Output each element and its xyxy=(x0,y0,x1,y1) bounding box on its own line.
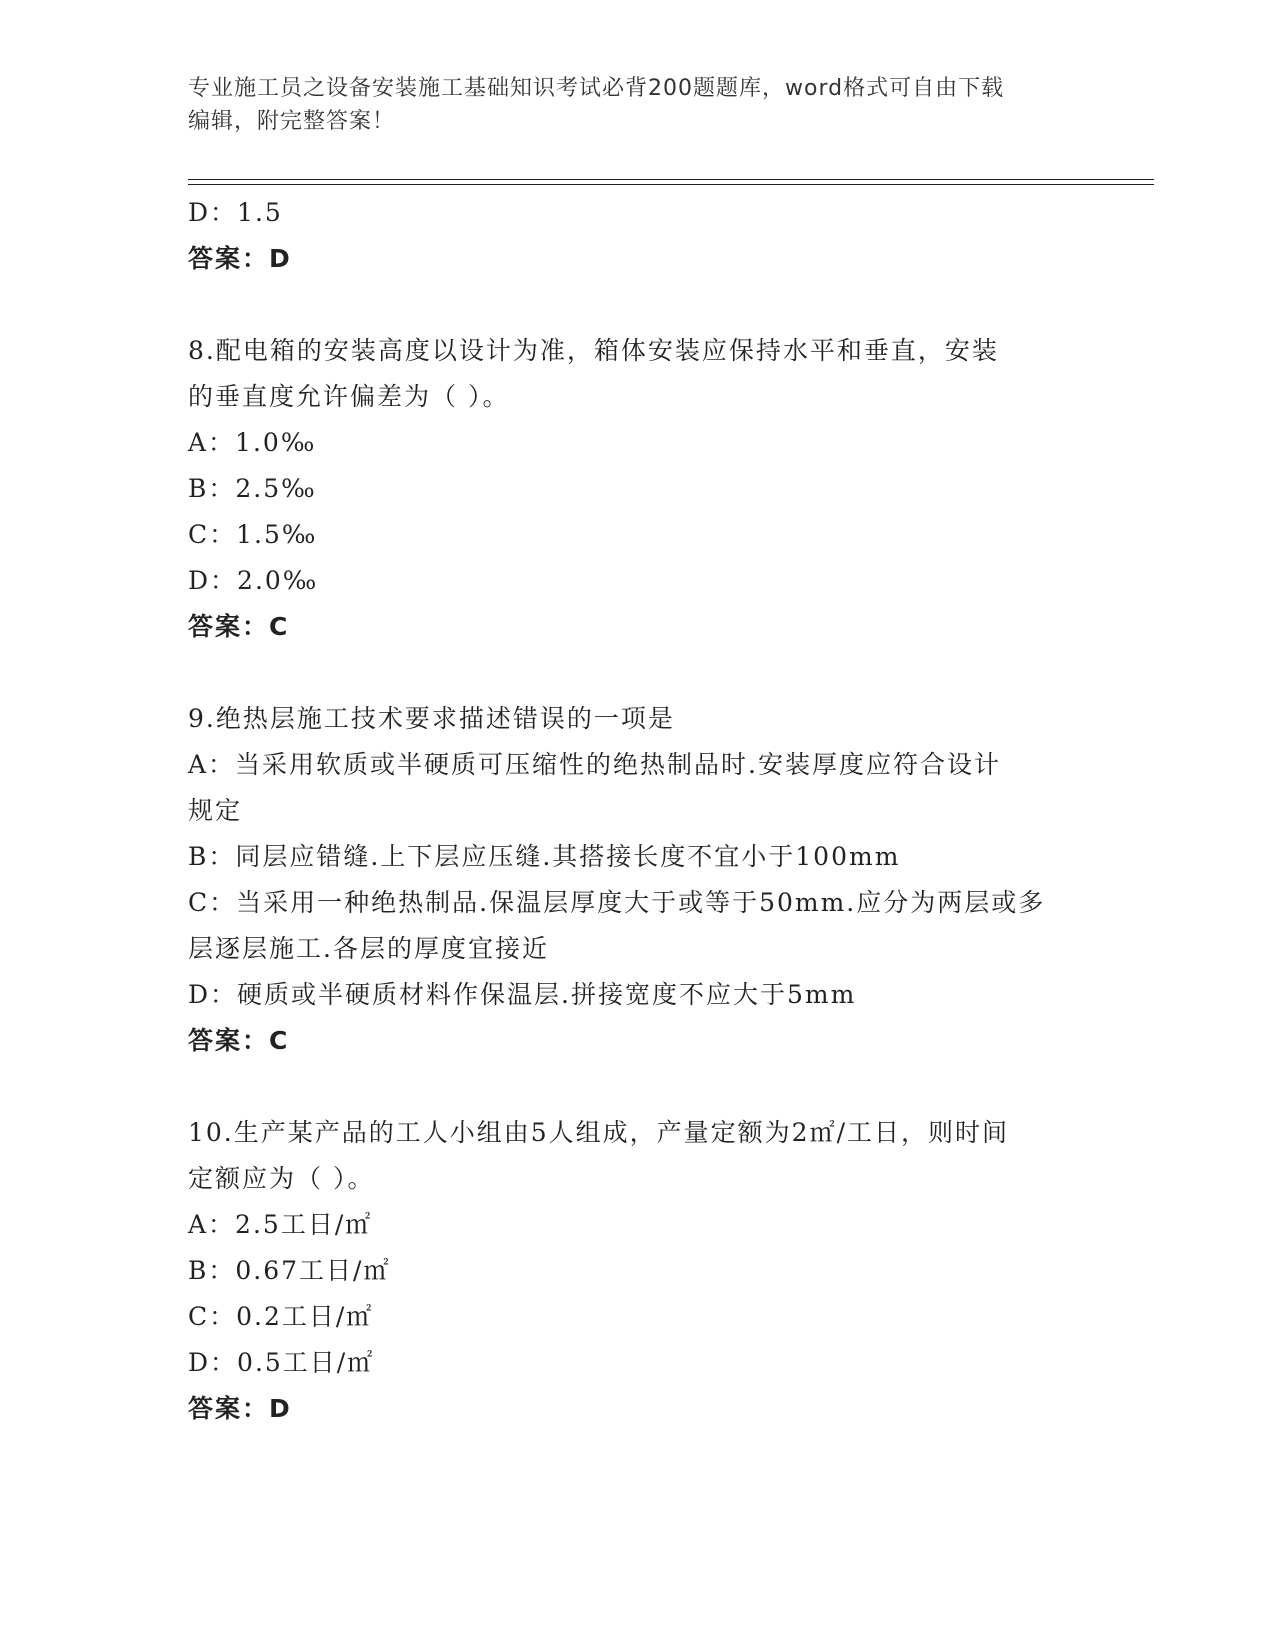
question-10-option-b: B：0.67工日/㎡ xyxy=(188,1256,391,1285)
question-9-option-a-line-2: 规定 xyxy=(188,796,243,825)
question-8-answer: 答案：C xyxy=(188,612,290,641)
question-8-text-line-1: 8.配电箱的安装高度以设计为准，箱体安装应保持水平和垂直，安装 xyxy=(188,336,999,365)
question-9-option-c-line-2: 层逐层施工.各层的厚度宜接近 xyxy=(188,934,549,963)
question-10-text-line-2: 定额应为（ ）。 xyxy=(188,1164,375,1193)
prev-answer: 答案：D xyxy=(188,244,292,273)
question-8-text-line-2: 的垂直度允许偏差为（ ）。 xyxy=(188,382,510,411)
question-9-option-c-line-1: C：当采用一种绝热制品.保温层厚度大于或等于50mm.应分为两层或多 xyxy=(188,888,1046,917)
header-title-line-2: 编辑，附完整答案！ xyxy=(188,109,396,134)
question-8-option-a: A：1.0‰ xyxy=(188,428,317,457)
question-10-answer: 答案：D xyxy=(188,1394,292,1423)
question-9-option-d: D：硬质或半硬质材料作保温层.拼接宽度不应大于5mm xyxy=(188,980,857,1009)
question-9-option-b: B：同层应错缝.上下层应压缝.其搭接长度不宜小于100mm xyxy=(188,842,901,871)
question-10-option-d: D：0.5工日/㎡ xyxy=(188,1348,375,1377)
question-10-option-c: C：0.2工日/㎡ xyxy=(188,1302,374,1331)
question-8-option-c: C：1.5‰ xyxy=(188,520,318,549)
document-body xyxy=(188,190,1088,1432)
question-9-text: 9.绝热层施工技术要求描述错误的一项是 xyxy=(188,704,675,733)
question-10-text-line-1: 10.生产某产品的工人小组由5人组成，产量定额为2㎡/工日，则时间 xyxy=(188,1118,1009,1147)
question-9 xyxy=(188,696,1088,1064)
question-8-option-b: B：2.5‰ xyxy=(188,474,317,503)
prev-option-d: D：1.5 xyxy=(188,198,283,227)
spacer xyxy=(188,1064,1088,1110)
header-rule-bottom xyxy=(188,184,1154,185)
question-8-option-d: D：2.0‰ xyxy=(188,566,319,595)
question-10-option-a: A：2.5工日/㎡ xyxy=(188,1210,373,1239)
header-rule-top xyxy=(188,179,1154,180)
page-header xyxy=(188,72,1068,138)
header-title-line-1: 专业施工员之设备安装施工基础知识考试必背200题题库，word格式可自由下载 xyxy=(188,76,1005,101)
question-9-option-a-line-1: A：当采用软质或半硬质可压缩性的绝热制品时.安装厚度应符合设计 xyxy=(188,750,1002,779)
question-10 xyxy=(188,1110,1088,1432)
spacer xyxy=(188,282,1088,328)
question-9-answer: 答案：C xyxy=(188,1026,290,1055)
question-8 xyxy=(188,328,1088,650)
spacer xyxy=(188,650,1088,696)
